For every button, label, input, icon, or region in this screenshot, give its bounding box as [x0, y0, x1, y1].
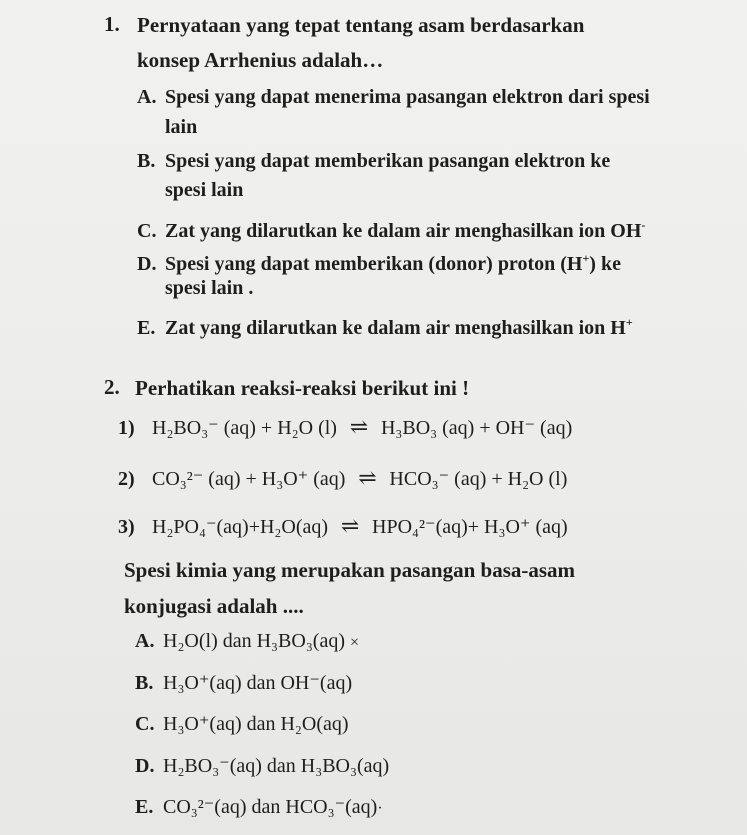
question-1-stem-line2: konsep Arrhenius adalah…: [137, 48, 384, 72]
reaction-label: 2): [118, 468, 135, 490]
option-text: H₂BO₃⁻(aq) dan H₃BO₃(aq): [163, 755, 390, 777]
question-1-option-a: [137, 84, 650, 110]
reaction-left: H₂PO₄⁻(aq)+H₂O(aq): [152, 516, 329, 538]
question-2-option-e: [135, 794, 383, 822]
option-text: Spesi yang dapat memberikan pasangan elektron ke: [165, 150, 611, 172]
option-text-tail: ) ke: [589, 253, 621, 275]
reaction-2: [118, 465, 567, 492]
question-1-option-b: [137, 148, 610, 174]
question-1-option-a-cont: lain: [165, 116, 198, 138]
option-text: Zat yang dilarutkan ke dalam air menghasilkan ion OH: [165, 220, 642, 242]
question-2-prompt-line1: Spesi kimia yang merupakan pasangan basa-asam: [124, 558, 576, 582]
option-text: Spesi yang dapat memberikan (donor) proton (H: [165, 253, 583, 275]
question-2-option-d: [135, 753, 389, 779]
option-letter: E.: [135, 796, 154, 818]
option-letter: C.: [137, 220, 157, 242]
question-1-stem-line1: Pernyataan yang tepat tentang asam berdasarkan: [137, 13, 585, 37]
pencil-mark: ·: [377, 800, 383, 817]
reaction-right: H₃BO₃ (aq) + OH⁻ (aq): [380, 417, 573, 439]
pencil-mark: ×: [349, 634, 360, 651]
option-text: H₃O⁺(aq) dan OH⁻(aq): [163, 672, 353, 694]
question-1-option-d-cont: spesi lain .: [165, 277, 254, 299]
option-letter: D.: [137, 253, 157, 275]
question-2-option-c: [135, 711, 349, 737]
option-letter: E.: [137, 317, 156, 339]
option-letter: C.: [135, 713, 155, 735]
reaction-label: 1): [118, 417, 135, 439]
question-1-number: 1.: [104, 12, 120, 36]
reaction-left: CO₃²⁻ (aq) + H₃O⁺ (aq): [152, 468, 346, 490]
option-text: Spesi yang dapat menerima pasangan elektron dari spesi: [165, 86, 650, 108]
reaction-right: HCO₃⁻ (aq) + H₂O (l): [389, 468, 568, 490]
option-text: H₂O(l) dan H₃BO₃(aq): [163, 630, 345, 652]
option-letter: A.: [137, 86, 157, 108]
superscript: -: [641, 218, 646, 232]
option-letter: A.: [135, 630, 155, 652]
question-2-stem: Perhatikan reaksi-reaksi berikut ini !: [135, 376, 470, 400]
reaction-right: HPO₄²⁻(aq)+ H₃O⁺ (aq): [372, 516, 568, 538]
option-text: Zat yang dilarutkan ke dalam air menghasilkan ion H: [165, 317, 626, 339]
question-1-option-c: [137, 212, 645, 244]
question-2-prompt-line2: konjugasi adalah ....: [124, 594, 304, 618]
equilibrium-arrow-icon: ⇌: [340, 513, 360, 538]
option-letter: D.: [135, 755, 155, 777]
question-2-option-a: [135, 628, 359, 656]
option-letter: B.: [135, 672, 154, 694]
option-letter: B.: [137, 150, 156, 172]
option-text: CO₃²⁻(aq) dan HCO₃⁻(aq): [163, 796, 378, 818]
equilibrium-arrow-icon: ⇌: [349, 414, 369, 439]
question-1-option-e: [137, 309, 633, 341]
reaction-1: [118, 414, 572, 441]
reaction-left: H₂BO₃⁻ (aq) + H₂O (l): [152, 417, 337, 439]
question-2-option-b: [135, 670, 352, 696]
equilibrium-arrow-icon: ⇌: [358, 465, 377, 490]
reaction-label: 3): [118, 516, 135, 538]
superscript: +: [582, 251, 590, 265]
superscript: +: [625, 315, 633, 329]
option-text: H₃O⁺(aq) dan H₂O(aq): [163, 713, 349, 735]
question-1-option-d: [137, 245, 621, 277]
question-2-number: 2.: [104, 375, 120, 399]
reaction-3: [118, 513, 568, 540]
question-1-option-b-cont: spesi lain: [165, 179, 244, 201]
